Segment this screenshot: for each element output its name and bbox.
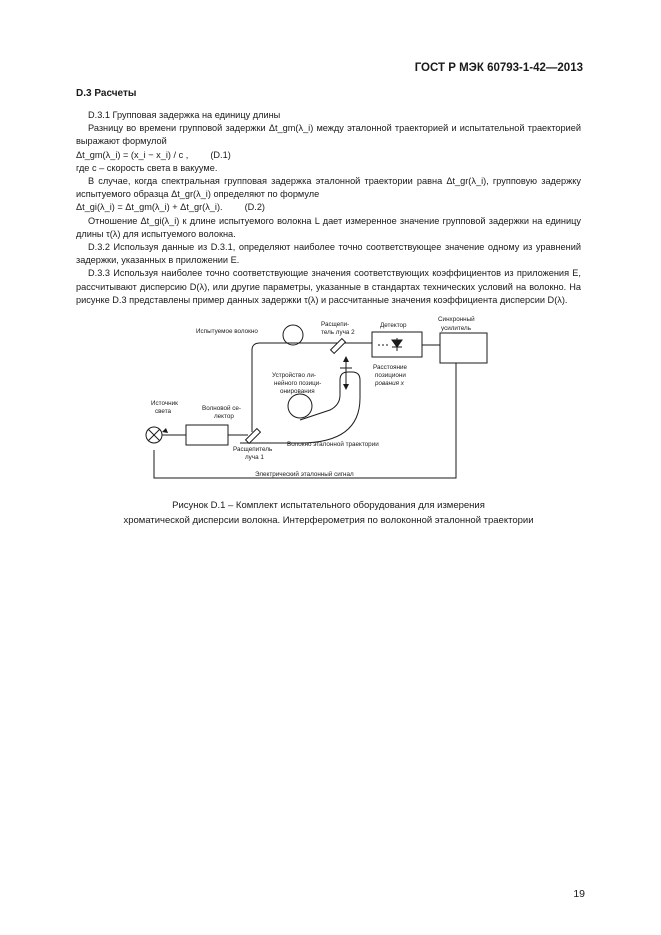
paragraph-ratio: Отношение Δt_gi(λ_i) к длине испытуемого волокна L дает измеренное значение групповой задержки на единицу длины τ(λ) для испытуемого волокна. (76, 215, 581, 239)
page-number: 19 (573, 888, 585, 900)
formula-d2-number: (D.2) (244, 202, 265, 213)
formula-d1-expression: Δt_gm(λ_i) = (x_i − x_i) / c , (76, 149, 189, 160)
caption-line-1: Рисунок D.1 – Комплект испытательного оборудования для измерения (172, 500, 485, 511)
label-test-fiber: Испытуемое волокно (196, 328, 258, 335)
paragraph-where-c: где c – скорость света в вакууме. (76, 162, 218, 173)
paragraph-d31: D.3.1 Групповая задержка на единицу длины (88, 110, 281, 120)
label-sync-line2: усилитель (441, 325, 471, 332)
caption-line-2: хроматической дисперсии волокна. Интерферометрия по волоконной эталонной траектории (123, 514, 534, 526)
paragraph-delay-difference: Разницу во времени групповой задержки Δt_gm(λ_i) между эталонной траекторией и испытательной траекторией выражают формулой (76, 123, 581, 147)
label-wave-selector-line2: лектор (214, 413, 234, 420)
test-fiber-coil (283, 325, 303, 345)
splitter-1 (246, 429, 261, 444)
label-source-line1: Источник (151, 400, 178, 407)
diode-icon (378, 338, 402, 351)
label-device-line3: онирования (280, 388, 315, 395)
label-electrical-reference: Электрический эталонный сигнал (255, 471, 354, 478)
label-device-line1: Устройство ли- (272, 372, 316, 379)
paragraph-spectral-delay: В случае, когда спектральная групповая задержка эталонной траектории равна Δt_gr(λ_i), групповую задержку испытуемого образца Δt_gr(λ_i) определяют по формуле (76, 176, 581, 200)
label-source-line2: света (155, 408, 172, 415)
reference-fiber-coil (288, 394, 312, 418)
wave-selector-box (186, 425, 228, 445)
paragraph-d32: D.3.2 Используя данные из D.3.1, определяют наиболее точно соответствующее значение одному из уравнений задержки, указанных в приложении Е. (76, 242, 581, 266)
label-device-line2: нейного позици- (274, 380, 322, 387)
formula-d1-number: (D.1) (210, 149, 231, 160)
label-reference-fiber: Волокно эталонной траектории (287, 441, 379, 448)
label-detector: Детектор (380, 322, 407, 329)
label-splitter1-line2: луча 1 (245, 454, 264, 461)
figure-caption (76, 499, 581, 528)
label-splitter1-line1: Расщепитель (233, 446, 273, 453)
document-header: ГОСТ Р МЭК 60793-1-42—2013 (414, 62, 583, 74)
label-wave-selector-line1: Волновой се- (202, 405, 242, 412)
section-title: D.3 Расчеты (76, 88, 137, 99)
paragraph-d33: D.3.3 Используя наиболее точно соответствующие значения соответствующих коэффициентов из приложения Е, рассчитывают дисперсию D(λ), или другие параметры, указанные в стандартах технических условий на волокно. На рисунке D.3 представлены пример данных задержки τ(λ) и рассчитанные значения коэффициента дисперсии D(λ). (76, 268, 581, 305)
label-distance-line3: рования x (375, 380, 404, 387)
label-splitter2-line1: Расщепи- (321, 321, 350, 328)
label-sync-line1: Синхронный (438, 316, 475, 323)
splitter-2 (331, 339, 346, 354)
label-splitter2-line2: тель луча 2 (321, 329, 355, 336)
formula-d2-expression: Δt_gi(λ_i) = Δt_gm(λ_i) + Δt_gr(λ_i). (76, 202, 223, 213)
label-distance-line2: позициони (375, 372, 406, 379)
sync-amplifier-box (440, 333, 487, 363)
label-distance-line1: Расстояние (373, 364, 408, 371)
